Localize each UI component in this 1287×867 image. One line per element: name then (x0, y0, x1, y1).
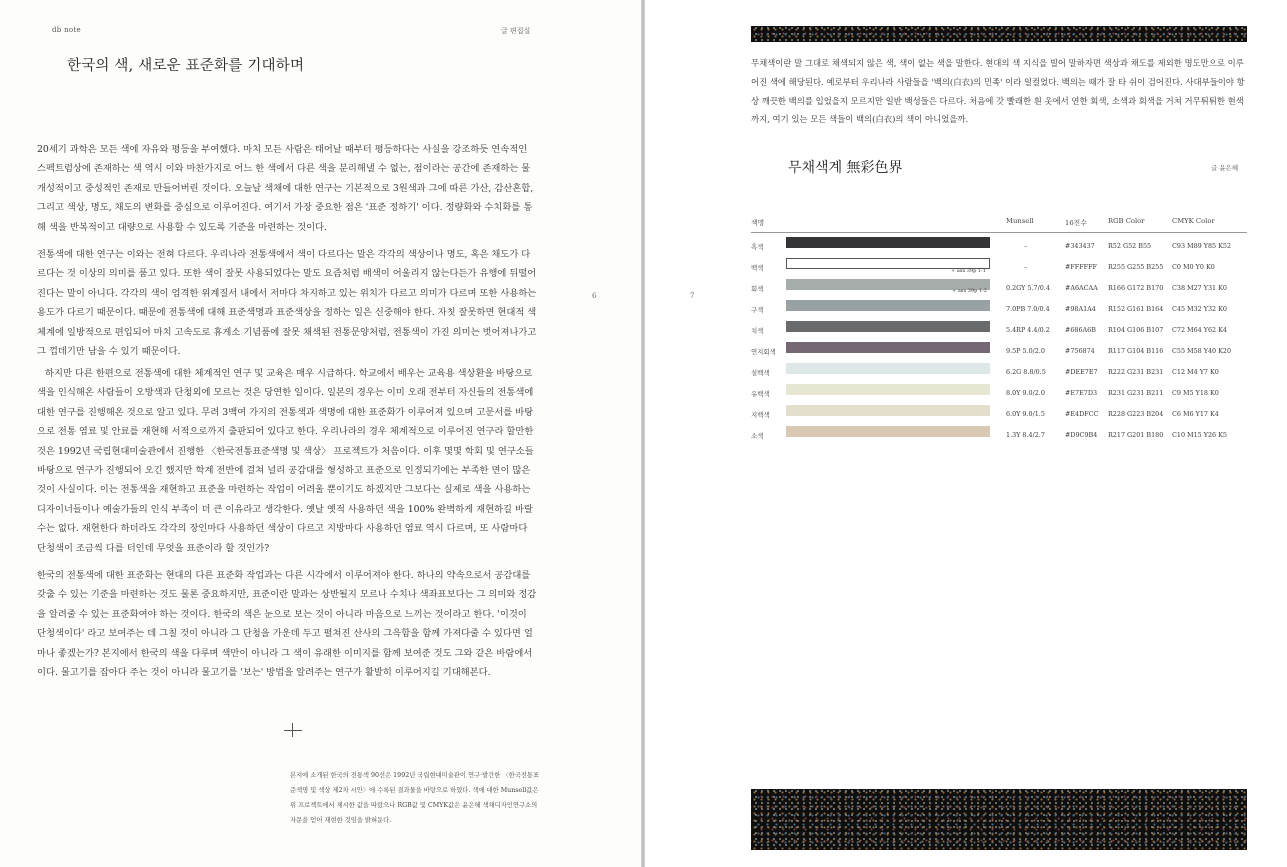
header-color-name: 색명 (751, 219, 765, 227)
color-swatch (786, 405, 990, 416)
cmyk-value: C55 M58 Y40 K20 (1172, 347, 1232, 355)
paragraph-2 (37, 245, 537, 361)
intro-paragraph (751, 54, 1251, 129)
cmyk-value: C12 M4 Y7 K0 (1172, 368, 1219, 376)
header-hex: 16진수 (1065, 219, 1087, 227)
cmyk-value: C45 M32 Y32 K0 (1172, 305, 1227, 313)
table-header (751, 214, 1247, 233)
munsell-value: 6.2G 8.8/0.5 (1006, 368, 1046, 376)
color-swatch (786, 279, 990, 294)
magazine-section-label: db note (52, 26, 81, 34)
hex-value: #98A1A4 (1065, 305, 1096, 313)
rgb-value: R217 G201 B180 (1108, 431, 1164, 439)
header-munsell: Munsell (1006, 217, 1034, 225)
hex-value: #686A6B (1065, 326, 1096, 334)
table-row (751, 275, 1247, 296)
hex-value: #343437 (1065, 242, 1095, 250)
munsell-value: 8.0Y 9.0/2.0 (1006, 389, 1045, 397)
color-name: 치색 (751, 327, 764, 335)
rgb-value: R152 G161 B164 (1108, 305, 1164, 313)
decorative-pattern-band-top (751, 26, 1247, 42)
rgb-value: R222 G231 B231 (1108, 368, 1164, 376)
table-row (751, 296, 1247, 317)
paragraph-text: 20세기 과학은 모든 색에 자유와 평등을 부여했다. 마치 모든 사람은 태어날 때부터 평등하다는 사실을 강조하듯 연속적인 스펙트럼상에 존재하는 색 역시 이와 마찬가지로 어느 한 색에서 다른 색을 분리해낼 수 없는, 점이라는 공간에 존재하는 물개성적이고 중성적인 존재로 만들어버린 것이다. 오늘날 색채에 대한 연구는 기본적으로 3원색과 그에 따른 가산, 감산혼합, 그리고 색상, 명도, 채도의 변화를 중심으로 이루어진다. 여기서 가장 중요한 점은 '표준 정하기' 이다. 정량화와 수치화를 통해 색을 반복적이고 대량으로 사용할 수 있도록 기준을 마련하는 것이다. (37, 144, 534, 233)
section-byline: 글 윤은혜 (1211, 164, 1239, 172)
color-name: 연지회색 (751, 348, 776, 356)
decorative-pattern-band-bottom (751, 789, 1247, 850)
hex-value: #756874 (1065, 347, 1095, 355)
cmyk-value: C38 M27 Y31 K0 (1172, 284, 1227, 292)
left-page (0, 0, 643, 867)
hex-value: #E4DFCC (1065, 410, 1099, 418)
color-name: 유백색 (751, 390, 770, 398)
color-swatch (786, 300, 990, 311)
munsell-value: – (1024, 242, 1028, 250)
color-swatch (786, 237, 990, 248)
table-row (751, 422, 1247, 443)
paragraph-text: 하지만 다른 한편으로 전통색에 대한 체계적인 연구 및 교육은 매우 시급하다. 학교에서 배우는 교육용 색상환을 바탕으로 색을 인식해온 사람들이 오방색과 단청외에 모르는 것은 당연한 일이다. 일본의 경우는 이미 오래 전부터 자신들의 전통색에 대한 연구를 진행해온 것으로 알고 있다. 무려 3백여 가지의 전통색과 색명에 대한 표준화가 이루어져 있으며 고문서를 바탕으로 전통 염료 및 안료를 재현해 서적으로까지 출판되어 있다고 한다. 우리나라의 경우 체계적으로 이루어진 연구라 할만한 것은 1992년 국립현대미술관에서 진행한 〈한국전통표준색명 및 색상〉 프로젝트가 처음이다. 이후 몇몇 학회 및 연구소들 바탕으로 연구가 진행되어 오긴 했지만 학계 전반에 걸쳐 널리 공감대를 형성하고 표준으로 인정되기에는 부족한 면이 많은 것이 사실이다. 이는 전통색을 재현하고 표준을 마련하는 작업이 어려울 뿐이기도 하겠지만 그보다는 실제로 색을 사용하는 디자이너들이나 예술가들의 인식 부족이 더 큰 이유라고 생각한다. 옛날 옛적 사용하던 색을 100% 완벽하게 재현하길 바랄 수는 없다. 재현한다 하더라도 각각의 장인마다 사용하던 색상이 다르고 지방마다 사용하던 염료 역시 다르며, 또 사람마다 단청색이 조금씩 다를 터인데 무엇을 표준이라 할 것인가? (37, 368, 534, 554)
page-number-left: 6 (592, 292, 597, 300)
header-rgb: RGB Color (1108, 217, 1145, 225)
table-row (751, 317, 1247, 338)
color-name: 설백색 (751, 369, 770, 377)
rgb-value: R166 G172 B170 (1108, 284, 1164, 292)
swatch-label: + asx 39p 1-1 (951, 268, 986, 274)
color-swatch (786, 258, 990, 274)
color-name: 소색 (751, 432, 764, 440)
hex-value: #A6ACAA (1065, 284, 1098, 292)
paragraph-text: 전통색에 대한 연구는 이와는 전혀 다르다. 우리나라 전통색에서 색이 다르다는 말은 각각의 색상이나 명도, 혹은 채도가 다르다는 것 이상의 의미를 품고 있다. 또한 색이 잘못 사용되었다는 말도 요즘처럼 배색이 어울리지 않는다든가 유행에 뒤떨어진다는 말이 아니다. 각각의 색이 엄격한 위계질서 내에서 저마다 차지하고 있는 위치가 다르고 의미가 다르며 또한 사용하는 용도가 다르기 때문이다. 때문에 전통색에 대해 표준색명과 표준색상을 정하는 일은 신중해야 한다. 자칫 잘못하면 현대적 색 체계에 일방적으로 편입되어 마치 고속도로 휴게소 기념품에 잘못 채색된 전통문양처럼, 전통색이 가진 의미는 벗어져나가고 그 껍데기만 남을 수 있기 때문이다. (37, 249, 537, 358)
table-row (751, 233, 1247, 254)
color-name: 회색 (751, 285, 764, 293)
munsell-value: 9.5P 5.0/2.0 (1006, 347, 1045, 355)
rgb-value: R117 G104 B116 (1108, 347, 1164, 355)
munsell-value: 7.0PB 7.0/0.4 (1006, 305, 1050, 313)
paragraph-4 (37, 566, 537, 682)
color-name: 구색 (751, 306, 764, 314)
paragraph-3 (37, 364, 537, 558)
paragraph-1 (37, 140, 537, 237)
color-swatch (786, 426, 990, 437)
swatch-label: + asx 39p 1-2 (952, 288, 987, 294)
munsell-value: 0.2GY 5.7/0.4 (1006, 284, 1050, 292)
munsell-value: 5.4RP 4.4/0.2 (1006, 326, 1050, 334)
munsell-value: 1.3Y 8.4/2.7 (1006, 431, 1045, 439)
footnote-text: 본지에 소개된 한국의 전통색 90선은 1992년 국립현대미술관이 연구·발간한 〈한국전통표준색명 및 색상 제2차 시안〉에 수록된 결과물을 바탕으로 하였다. 색에 대한 Munsell값은 위 프로젝트에서 제시한 값을 따랐으나 RGB값 및 CMYK값은 윤은혜 색채디자인연구소의 자문을 얻어 재현한 것임을 밝혀둔다. (290, 772, 540, 824)
article-title: 한국의 색, 새로운 표준화를 기대하며 (67, 58, 305, 74)
paragraph-text: 한국의 전통색에 대한 표준화는 현대의 다른 표준화 작업과는 다른 시각에서 이루어져야 한다. 하나의 약속으로서 공감대를 갖출 수 있는 기준을 마련하는 것도 물론 중요하지만, 표준이란 말과는 상반될지 모르나 수치나 색좌표보다는 그 의미와 정감을 알려줄 수 있는 표준화여야 하는 것이다. 한국의 색은 눈으로 보는 것이 아니라 마음으로 느끼는 것이라고 한다. '이것이 단청색이다' 라고 보여주는 데 그칠 것이 아니라 그 단청을 가운데 두고 펼쳐진 산사의 그윽함을 함께 가져다줄 수 있다면 얼마나 좋겠는가? 본지에서 한국의 색을 다루며 색만이 아니라 그 색이 유래한 이미지를 함께 보여준 것도 그와 같은 바람에서이다. 물고기를 잡아다 주는 것이 아니라 물고기를 '보는' 방법을 알려주는 연구가 활발히 이루어지길 기대해본다. (37, 570, 537, 679)
color-name: 지백색 (751, 411, 770, 419)
table-row (751, 359, 1247, 380)
rgb-value: R231 G231 B211 (1108, 389, 1164, 397)
table-row (751, 338, 1247, 359)
color-table (751, 214, 1247, 443)
right-page (645, 0, 1287, 867)
cmyk-value: C9 M5 Y18 K0 (1172, 389, 1219, 397)
footnote (290, 768, 540, 828)
color-swatch (786, 384, 990, 395)
color-swatch (786, 342, 990, 353)
rgb-value: R104 G106 B107 (1108, 326, 1164, 334)
hex-value: #D9C9B4 (1065, 431, 1098, 439)
color-name: 백색 (751, 264, 764, 272)
color-swatch (786, 321, 990, 332)
hex-value: #DEE7E7 (1065, 368, 1098, 376)
cmyk-value: C0 M0 Y0 K0 (1172, 263, 1215, 271)
table-row (751, 380, 1247, 401)
cmyk-value: C72 M64 Y62 K4 (1172, 326, 1227, 334)
rgb-value: R52 G52 B55 (1108, 242, 1152, 250)
cmyk-value: C10 M15 Y26 K5 (1172, 431, 1227, 439)
page-number-right: 7 (690, 292, 695, 300)
intro-text: 무채색이란 말 그대로 채색되지 않은 색, 색이 없는 색을 말한다. 현대의 색 지식을 빌어 말하자면 색상과 채도를 제외한 명도만으로 이루어진 색에 해당된다. 예로부터 우리나라 사람들을 '백의(白衣)의 민족' 이라 일컬었다. 백의는 때가 잘 타 쉬이 검어진다. 사대부들이야 항상 깨끗한 백의를 입었을지 모르지만 일반 백성들은 다르다. 처음에 갓 빨래한 흰 옷에서 연한 회색, 소색과 회색을 거쳐 거무튀튀한 현색까지, 여기 있는 모든 색들이 백의(白衣)의 색이 아니었을까. (751, 58, 1245, 125)
rgb-value: R228 G223 B204 (1108, 410, 1164, 418)
cmyk-value: C6 M6 Y17 K4 (1172, 410, 1219, 418)
table-row (751, 254, 1247, 275)
color-swatch (786, 363, 990, 374)
rgb-value: R255 G255 B255 (1108, 263, 1164, 271)
hex-value: #E7E7D3 (1065, 389, 1098, 397)
hex-value: #FFFFFF (1065, 263, 1097, 271)
munsell-value: – (1024, 263, 1028, 271)
section-title: 무채색계 無彩色界 (788, 160, 903, 176)
header-cmyk: CMYK Color (1172, 217, 1215, 225)
color-name: 흑색 (751, 243, 764, 251)
munsell-value: 6.0Y 9.0/1.5 (1006, 410, 1045, 418)
cmyk-value: C93 M89 Y85 K52 (1172, 242, 1232, 250)
table-row (751, 401, 1247, 422)
author-credit: 글 편집실 (501, 27, 531, 35)
crosshair-ornament (284, 723, 302, 737)
